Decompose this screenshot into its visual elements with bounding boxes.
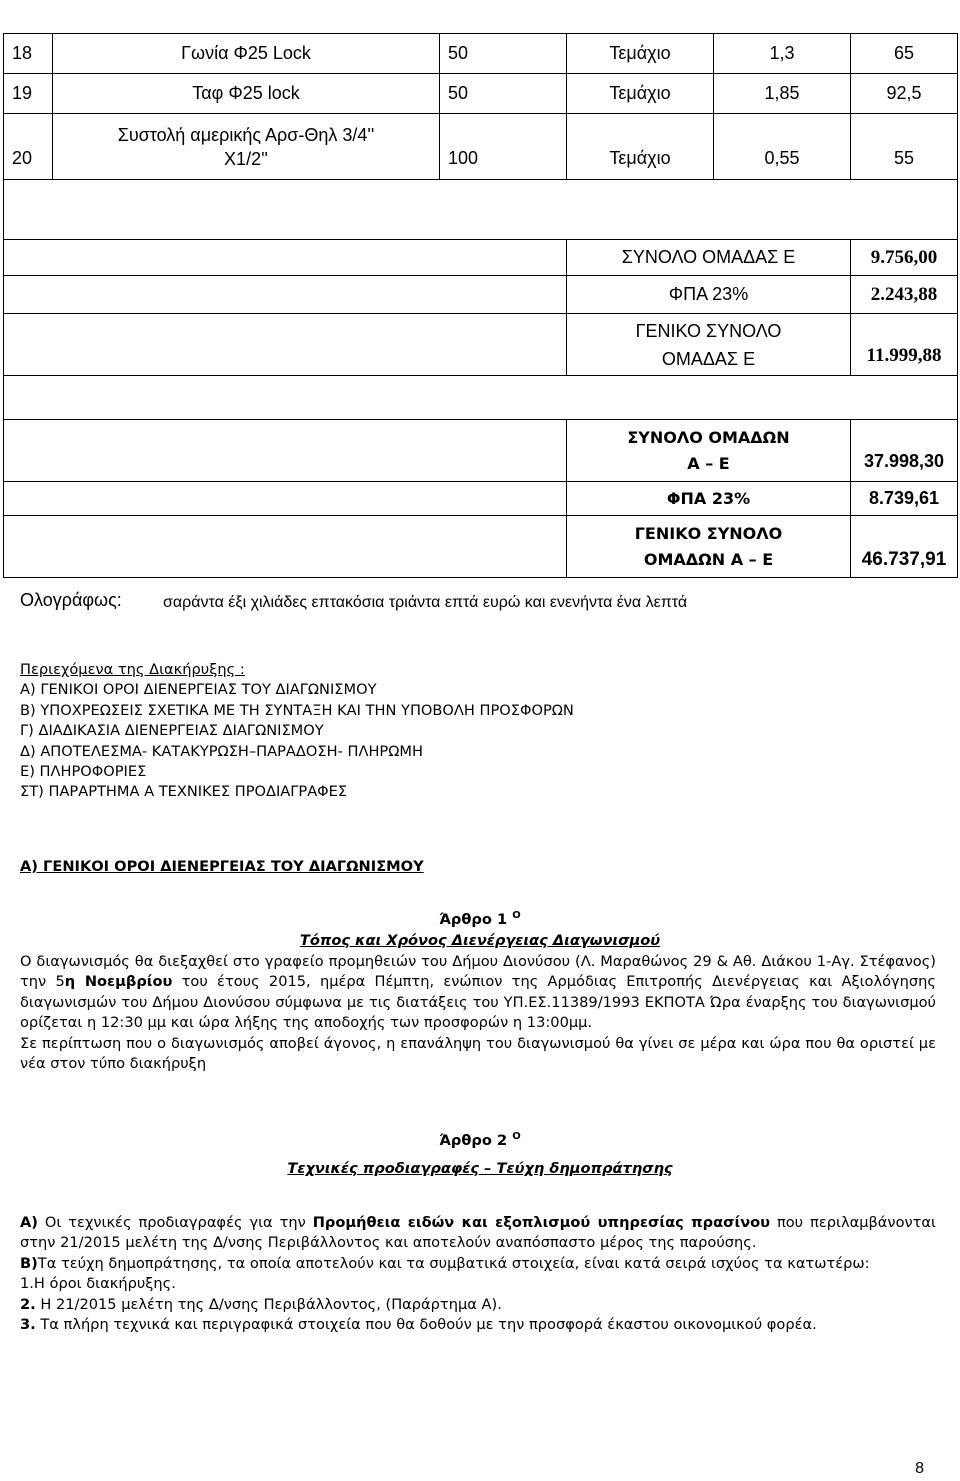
article-2-title: Άρθρο 2 $^O$ xyxy=(439,1131,521,1149)
all-grand-label: ΓΕΝΙΚΟ ΣΥΝΟΛΟ ΟΜΑΔΩΝ Α – Ε xyxy=(567,516,851,578)
table-row xyxy=(4,420,958,482)
all-vat-label: ΦΠΑ 23% xyxy=(567,482,851,516)
group-grand-label: ΓΕΝΙΚΟ ΣΥΝΟΛΟ ΟΜΑΔΑΣ Ε xyxy=(567,314,851,376)
table-row xyxy=(4,482,958,516)
table-row xyxy=(4,276,958,314)
article-1-title: Άρθρο 1 $^O$ xyxy=(439,910,521,928)
all-sum-value: 37.998,30 xyxy=(851,420,958,482)
table-row xyxy=(4,34,958,74)
item-quantity: 50 xyxy=(440,34,567,74)
item-total: 65 xyxy=(851,34,958,74)
all-vat-value: 8.739,61 xyxy=(851,482,958,516)
item-total: 55 xyxy=(851,114,958,180)
paragraph: Ο διαγωνισμός θα διεξαχθεί στο γραφείο προμηθειών του Δήμου Διονύσου (Λ. Μαραθώνος 29 & Αθ. Διάκου 1-Αγ. Στέφανος) την 5η Νοεμβρίου του έτους 2015, ημέρα Πέμπτη, ενώπιον της Αρμόδιας Επιτροπής Διενέργειας και Αξιολόγησης διαγωνισμών του Δήμου Διονύσου σύμφωνα με τις διατάξεις του ΥΠ.ΕΣ.11389/1993 ΕΚΠΟΤΑ Ώρα έναρξης του διαγωνισμού ορίζεται η 12:30 μμ και ώρα λήξης της αποδοχής των προσφορών η 13:00μμ. xyxy=(20,953,936,1032)
contents-list xyxy=(20,660,574,803)
contents-item: Α) ΓΕΝΙΚΟΙ ΟΡΟΙ ΔΙΕΝΕΡΓΕΙΑΣ ΤΟΥ ΔΙΑΓΩΝΙΣΜΟΥ xyxy=(20,681,377,699)
price-table xyxy=(3,33,958,578)
in-words-label: Ολογράφως: xyxy=(20,590,122,610)
group-sum-value: 9.756,00 xyxy=(851,240,958,276)
group-grand-value: 11.999,88 xyxy=(851,314,958,376)
contents-item: Β) ΥΠΟΧΡΕΩΣΕΙΣ ΣΧΕΤΙΚΑ ΜΕ ΤΗ ΣΥΝΤΑΞΗ ΚΑΙ ΤΗΝ ΥΠΟΒΟΛΗ ΠΡΟΣΦΟΡΩΝ xyxy=(20,701,574,719)
table-row xyxy=(4,74,958,114)
item-description-line: Χ1/2'' xyxy=(224,148,268,169)
contents-item: Γ) ΔΙΑΔΙΚΑΣΙΑ ΔΙΕΝΕΡΓΕΙΑΣ ΔΙΑΓΩΝΙΣΜΟΥ xyxy=(20,722,324,740)
all-grand-value: 46.737,91 xyxy=(851,516,958,578)
page-number: 8 xyxy=(915,1460,924,1477)
paragraph: Α) Οι τεχνικές προδιαγραφές για την Προμήθεια ειδών και εξοπλισμού υπηρεσίας πρασίνου που περιλαμβάνονται στην 21/2015 μελέτη της Δ/νσης Περιβάλλοντος και αποτελούν αναπόσπαστο μέρος της παρούσης. xyxy=(20,1214,936,1252)
item-number: 19 xyxy=(4,74,53,114)
list-item: 1.Η όροι διακήρυξης. xyxy=(20,1275,176,1293)
group-vat-value: 2.243,88 xyxy=(851,276,958,314)
item-description: Γωνία Φ25 Lock xyxy=(53,34,440,74)
item-price: 1,3 xyxy=(714,34,851,74)
list-item: 2. Η 21/2015 μελέτη της Δ/νσης Περιβάλλοντος, (Παράρτημα Α). xyxy=(20,1295,502,1313)
table-row xyxy=(4,114,958,180)
item-price: 1,85 xyxy=(714,74,851,114)
contents-item: Ε) ΠΛΗΡΟΦΟΡΙΕΣ xyxy=(20,763,147,781)
item-total: 92,5 xyxy=(851,74,958,114)
table-row xyxy=(4,516,958,578)
table-spacer-row xyxy=(4,180,958,240)
item-description: Ταφ Φ25 lock xyxy=(53,74,440,114)
item-unit: Τεμάχιο xyxy=(567,114,714,180)
article-2-subtitle: Τεχνικές προδιαγραφές – Τεύχη δημοπράτησης xyxy=(287,1160,673,1177)
contents-item: ΣΤ) ΠΑΡΑΡΤΗΜΑ Α ΤΕΧΝΙΚΕΣ ΠΡΟΔΙΑΓΡΑΦΕΣ xyxy=(20,783,348,801)
item-description xyxy=(53,114,440,180)
article-1-body xyxy=(20,952,936,1074)
group-sum-label: ΣΥΝΟΛΟ ΟΜΑΔΑΣ Ε xyxy=(567,240,851,276)
table-row xyxy=(4,314,958,376)
contents-heading: Περιεχόμενα της Διακήρυξης : xyxy=(20,661,245,678)
item-number: 18 xyxy=(4,34,53,74)
article-1-subtitle: Τόπος και Χρόνος Διενέργειας Διαγωνισμού xyxy=(299,932,661,949)
paragraph: Β)Τα τεύχη δημοπράτησης, τα οποία αποτελούν και τα συμβατικά στοιχεία, είναι κατά σειρά ισχύος τα κατωτέρω: xyxy=(20,1254,870,1272)
item-number: 20 xyxy=(4,114,53,180)
contents-item: Δ) ΑΠΟΤΕΛΕΣΜΑ- ΚΑΤΑΚΥΡΩΣΗ–ΠΑΡΑΔΟΣΗ- ΠΛΗΡΩΜΗ xyxy=(20,742,423,760)
paragraph: Σε περίπτωση που ο διαγωνισμός αποβεί άγονος, η επανάληψη του διαγωνισμού θα γίνει σε μέρα και ώρα που θα οριστεί με νέα στον τύπο διακήρυξη xyxy=(20,1034,936,1073)
table-spacer-row xyxy=(4,376,958,420)
item-price: 0,55 xyxy=(714,114,851,180)
group-vat-label: ΦΠΑ 23% xyxy=(567,276,851,314)
section-a-heading: Α) ΓΕΝΙΚΟΙ ΟΡΟΙ ΔΙΕΝΕΡΓΕΙΑΣ ΤΟΥ ΔΙΑΓΩΝΙΣΜΟΥ xyxy=(20,858,424,875)
item-unit: Τεμάχιο xyxy=(567,34,714,74)
all-sum-label: ΣΥΝΟΛΟ ΟΜΑΔΩΝ Α – Ε xyxy=(567,420,851,482)
article-2-body xyxy=(20,1213,936,1335)
in-words-text: σαράντα έξι χιλιάδες επτακόσια τριάντα επτά ευρώ και ενενήντα ένα λεπτά xyxy=(163,594,688,611)
list-item: 3. Τα πλήρη τεχνικά και περιγραφικά στοιχεία που θα δοθούν με την προσφορά έκαστου οικονομικού φορέα. xyxy=(20,1316,817,1334)
item-unit: Τεμάχιο xyxy=(567,74,714,114)
item-description-line: Συστολή αμερικής Αρσ-Θηλ 3/4'' xyxy=(117,124,375,145)
table-row xyxy=(4,240,958,276)
item-quantity: 100 xyxy=(440,114,567,180)
item-quantity: 50 xyxy=(440,74,567,114)
